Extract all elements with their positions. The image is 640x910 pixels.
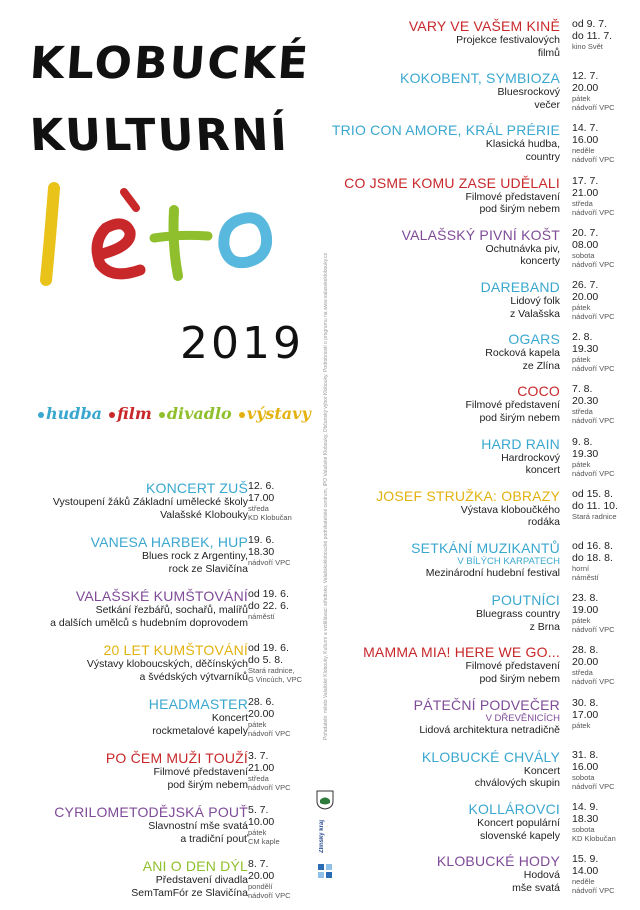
event-description: pod širým nebem (479, 411, 560, 424)
event-description: Hodová (523, 869, 560, 882)
event-description: Bluesrockový (497, 86, 560, 99)
event-title: HEADMASTER (148, 696, 248, 712)
event-title: 20 LET KUMŠTOVÁNÍ (103, 642, 248, 658)
event-title: KONCERT ZUŠ (145, 480, 248, 496)
event-title: KOKOBENT, SYMBIOZA (400, 70, 560, 87)
event-description: Blues rock z Argentiny, (141, 550, 248, 562)
event-description: večer (534, 98, 560, 111)
event-description: a švédských výtvarníků (139, 670, 248, 683)
town-crest-icon (316, 790, 334, 810)
event-title: SETKÁNÍ MUZIKANTŮ (411, 540, 560, 556)
event-description: a dalších umělců s hudebním doprovodem (50, 616, 248, 629)
event-description: Výstavy kloboucských, děčínských (86, 658, 248, 670)
category-film: film (109, 404, 152, 423)
event-description: Lidový folk (510, 295, 560, 307)
event-title: JOSEF STRUŽKA: OBRAZY (376, 487, 560, 504)
organizers-note: Pořadatelé: město Valašské Klobouky, Kulturní a vzdělávací středisko, Valašskokloboucké podnikatelské centrum, IPO Valašské Klobouky, Občanský výbor Klobouky. Podrobnosti o programu na www.valasskeklobouky.cz (323, 252, 329, 740)
event-description: Koncert (211, 712, 248, 724)
leto-painted-logo (32, 180, 282, 290)
event-title: KLOBUCKÉ CHVÁLY (421, 748, 560, 765)
event-description: z Valašska (510, 307, 560, 320)
event-description: Rocková kapela (485, 347, 560, 360)
event-description: Koncert populární (477, 817, 560, 829)
event-title: VANESA HARBEK, HUP (90, 534, 248, 550)
event-description: Ochutnávka piv, (485, 242, 560, 255)
event-date: 3. 7. 21.00 středa nádvoří VPC (248, 750, 291, 792)
event-description: Filmové představení (465, 190, 560, 203)
event-date: od 19. 6. do 5. 8. Stará radnice, G Vincúch, VPC (248, 642, 303, 684)
event-title: VARY VE VAŠEM KINĚ (408, 18, 560, 34)
event-title: VALAŠSKÉ KUMŠTOVÁNÍ (75, 588, 248, 604)
event-description: Filmové představení (465, 660, 560, 673)
event-title: KLOBUCKÉ HODY (436, 853, 560, 870)
event-description: Bluegrass country (475, 608, 560, 621)
event-description: rockmetalové kapely (152, 724, 248, 737)
event-description: Lidová architektura netradičně (419, 723, 560, 736)
event-date: 5. 7. 10.00 pátek CM kaple (248, 804, 280, 846)
event-description: z Brna (529, 620, 560, 633)
event-description: Koncert (523, 764, 560, 777)
event-title: MAMMA MIA! HERE WE GO... (363, 644, 560, 661)
event-description: koncert (525, 464, 560, 477)
event-description: a tradiční pouť (180, 832, 248, 845)
event-title: POUTNÍCI (491, 592, 560, 609)
event-description: ze Zlína (522, 359, 560, 372)
event-description: pod širým nebem (479, 672, 560, 685)
event-title: CO JSME KOMU ZASE UDĚLALI (344, 174, 560, 191)
event-description: pod širým nebem (167, 778, 248, 791)
event-subtitle: V DŘEVĚNICÍCH (485, 712, 560, 724)
event-description: slovenské kapely (480, 829, 560, 842)
event-description: filmů (537, 46, 560, 59)
event-date: 30. 8. 17.00 pátek (572, 696, 599, 730)
event-title: DAREBAND (480, 279, 560, 295)
event-description: Výstava kloboučkého (460, 503, 560, 516)
event-subtitle: V BÍLÝCH KARPATECH (457, 556, 560, 567)
event-description: Slavnostní mše svatá (148, 820, 248, 832)
event-description: Klasická hudba, (485, 138, 560, 151)
title-line-1: KLOBUCKÉ (28, 38, 312, 89)
title-line-2: KULTURNÍ (28, 110, 290, 161)
event-description: country (525, 150, 560, 163)
event-date: 19. 6. 18.30 nádvoří VPC (248, 534, 291, 567)
event-date: od 15. 8. do 11. 10. Stará radnice (572, 487, 618, 521)
event-title: PO ČEM MUŽI TOUŽÍ (105, 750, 248, 766)
event-date: 14. 9. 18.30 sobota KD Klobučan (572, 801, 616, 843)
event-title: PÁTEČNÍ PODVEČER (413, 696, 560, 713)
event-description: Filmové představení (153, 766, 248, 778)
event-description: SemTamFór ze Slavičína (131, 886, 248, 899)
event-title: HARD RAIN (481, 435, 560, 452)
category-vystavy: výstavy (239, 404, 311, 423)
event-description: Vystoupení žáků Základní umělecké školy (52, 496, 248, 508)
event-title: TRIO CON AMORE, KRÁL PRÉRIE (331, 122, 560, 139)
leto-text: léto (32, 180, 34, 181)
event-date: 8. 7. 20.00 pondělí nádvoří VPC (248, 858, 291, 900)
partner-logo-icon (318, 864, 332, 878)
event-date: od 16. 8. do 18. 8. horní náměstí (572, 540, 613, 582)
year: 2019 (180, 318, 304, 369)
event-date: 20. 7. 08.00 sobota nádvoří VPC (572, 226, 615, 269)
event-date: 28. 6. 20.00 pátek nádvoří VPC (248, 696, 291, 738)
event-description: Mezinárodní hudební festival (425, 567, 560, 579)
event-description: Představení divadla (155, 874, 248, 886)
event-date: od 9. 7. do 11. 7. kino Svět (572, 18, 613, 51)
event-date: 7. 8. 20.30 středa nádvoří VPC (572, 383, 615, 426)
event-date: 14. 7. 16.00 neděle nádvoří VPC (572, 122, 615, 165)
event-description: Valašské Klobouky (160, 508, 248, 521)
event-description: mše svatá (512, 881, 560, 894)
event-title: KOLLÁROVCI (468, 801, 560, 817)
event-date: 26. 7. 20.00 pátek nádvoří VPC (572, 279, 615, 321)
event-description: Filmové představení (465, 399, 560, 412)
event-title: ANI O DEN DÝL (142, 858, 248, 874)
event-description: koncerty (520, 255, 560, 268)
event-date: 23. 8. 19.00 pátek nádvoří VPC (572, 592, 615, 635)
event-date: 15. 9. 14.00 neděle nádvoří VPC (572, 853, 615, 896)
event-title: COCO (517, 383, 560, 400)
event-date: 9. 8. 19.30 pátek nádvoří VPC (572, 435, 615, 478)
event-date: 28. 8. 20.00 středa nádvoří VPC (572, 644, 615, 687)
event-description: Setkání řezbářů, sochařů, malířů (95, 604, 248, 616)
event-date: 31. 8. 16.00 sobota nádvoří VPC (572, 748, 615, 791)
category-divadlo: divadlo (159, 404, 232, 423)
event-title: VALAŠSKÝ PIVNÍ KOŠT (401, 226, 560, 243)
event-description: rock ze Slavičína (168, 562, 248, 575)
event-description: chválových skupin (474, 777, 560, 790)
event-date: od 19. 6. do 22. 6. náměstí (248, 588, 289, 621)
event-date: 17. 7. 21.00 středa nádvoří VPC (572, 174, 615, 217)
event-title: CYRILOMETODĚJSKÁ POUŤ (54, 804, 248, 820)
event-description: Hardrockový (501, 451, 560, 464)
event-date: 2. 8. 19.30 pátek nádvoří VPC (572, 331, 615, 374)
zlinsky-kraj-logo: Zlínský kraj (319, 820, 325, 854)
event-title: OGARS (508, 331, 560, 348)
event-description: pod širým nebem (479, 203, 560, 216)
event-date: 12. 7. 20.00 pátek nádvoří VPC (572, 70, 615, 113)
category-hudba: hudba (38, 404, 102, 423)
event-description: rodáka (527, 516, 560, 529)
category-legend (38, 404, 313, 423)
event-description: Projekce festivalových (456, 34, 560, 46)
event-date: 12. 6. 17.00 středa KD Klobučan (248, 480, 292, 522)
